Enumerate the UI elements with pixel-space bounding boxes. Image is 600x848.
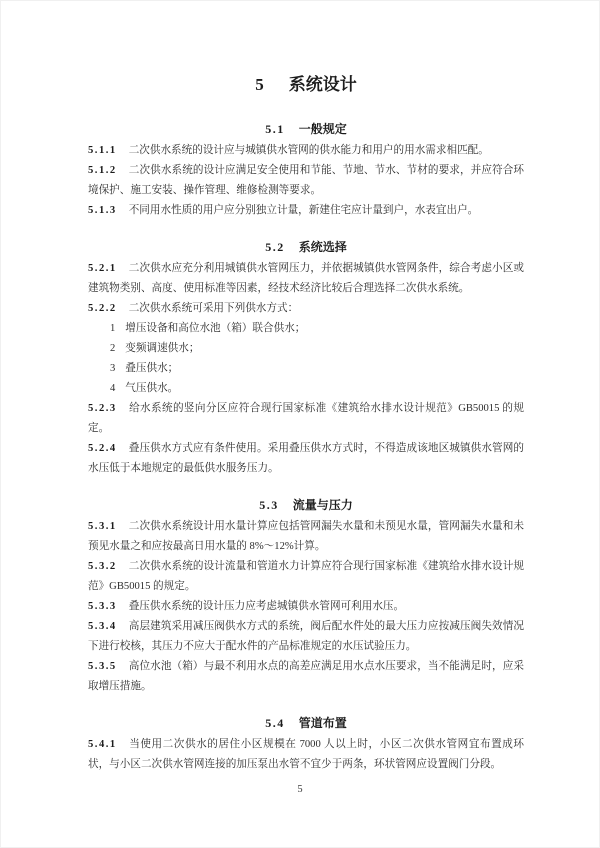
clause-paragraph bbox=[88, 557, 524, 597]
clause-paragraph bbox=[88, 299, 524, 319]
clause-paragraph bbox=[88, 399, 524, 439]
clause-text: 叠压供水系统的设计压力应考虑城镇供水管网可利用水压。 bbox=[128, 601, 405, 612]
section-title-text: 管道布置 bbox=[298, 716, 347, 730]
clause-number: 5.1.2 bbox=[88, 165, 117, 176]
section-number: 5.2 bbox=[265, 240, 285, 254]
clause-block bbox=[88, 399, 524, 439]
clause-text: 二次供水系统的设计流量和管道水力计算应符合现行国家标准《建筑给水排水设计规范》GB50015 的规定。 bbox=[88, 561, 524, 592]
clause-text: 叠压供水方式应有条件使用。采用叠压供水方式时，不得造成该地区城镇供水管网的水压低于本地规定的最低供水服务压力。 bbox=[88, 443, 524, 474]
list-item-text: 叠压供水； bbox=[125, 363, 179, 374]
section-body bbox=[88, 735, 524, 775]
clause-block bbox=[88, 439, 524, 479]
clause-block bbox=[88, 161, 524, 201]
chapter-title bbox=[88, 73, 524, 97]
clause-number: 5.3.4 bbox=[88, 621, 117, 632]
section-body bbox=[88, 259, 524, 479]
clause-paragraph bbox=[88, 439, 524, 479]
clause-text: 二次供水系统可采用下列供水方式： bbox=[128, 303, 299, 314]
section bbox=[88, 713, 524, 775]
list-item bbox=[110, 319, 524, 339]
list-item-text: 变频调速供水； bbox=[125, 343, 200, 354]
list-item bbox=[110, 339, 524, 359]
clause-block bbox=[88, 517, 524, 557]
list-item bbox=[110, 379, 524, 399]
clause-paragraph bbox=[88, 597, 524, 617]
section-number: 5.1 bbox=[265, 122, 285, 136]
section-title-text: 系统选择 bbox=[298, 240, 347, 254]
chapter-number: 5 bbox=[255, 75, 265, 94]
clause-block bbox=[88, 201, 524, 221]
clause-text: 二次供水应充分利用城镇供水管网压力，并依据城镇供水管网条件，综合考虑小区或建筑物类别、高度、使用标准等因素，经技术经济比较后合理选择二次供水系统。 bbox=[88, 263, 524, 294]
clause-paragraph bbox=[88, 517, 524, 557]
clause-text: 当使用二次供水的居住小区规模在 7000 人以上时，小区二次供水管网宜布置成环状，与小区二次供水管网连接的加压泵出水管不宜少于两条，环状管网应设置阀门分段。 bbox=[88, 739, 524, 770]
clause-block bbox=[88, 657, 524, 697]
clause-paragraph bbox=[88, 201, 524, 221]
clause-text: 二次供水系统的设计应满足安全使用和节能、节地、节水、节材的要求，并应符合环境保护、施工安装、操作管理、维修检测等要求。 bbox=[88, 165, 524, 196]
section-heading bbox=[88, 713, 524, 733]
clause-text: 高层建筑采用减压阀供水方式的系统，阀后配水件处的最大压力应按减压阀失效情况下进行校核，其压力不应大于配水件的产品标准规定的水压试验压力。 bbox=[88, 621, 524, 652]
sections-container bbox=[88, 119, 524, 775]
clause-paragraph bbox=[88, 259, 524, 299]
clause-block bbox=[88, 557, 524, 597]
clause-block bbox=[88, 299, 524, 399]
clause-block bbox=[88, 617, 524, 657]
clause-block bbox=[88, 141, 524, 161]
section bbox=[88, 237, 524, 479]
section-title-text: 流量与压力 bbox=[292, 498, 353, 512]
clause-number: 5.1.1 bbox=[88, 145, 117, 156]
list-item bbox=[110, 359, 524, 379]
chapter-title-text: 系统设计 bbox=[288, 75, 357, 94]
clause-number: 5.3.2 bbox=[88, 561, 117, 572]
clause-paragraph bbox=[88, 657, 524, 697]
clause-text: 高位水池（箱）与最不利用水点的高差应满足用水点水压要求，当不能满足时，应采取增压措施。 bbox=[88, 661, 524, 692]
clause-number: 5.2.1 bbox=[88, 263, 117, 274]
clause-block bbox=[88, 259, 524, 299]
clause-text: 二次供水系统设计用水量计算应包括管网漏失水量和未预见水量，管网漏失水量和未预见水量之和应按最高日用水量的 8%～12%计算。 bbox=[88, 521, 524, 552]
list-item-number: 2 bbox=[110, 343, 116, 354]
clause-text: 不同用水性质的用户应分别独立计量，新建住宅应计量到户，水表宜出户。 bbox=[128, 205, 479, 216]
clause-paragraph bbox=[88, 161, 524, 201]
list-item-number: 4 bbox=[110, 383, 116, 394]
section-number: 5.4 bbox=[265, 716, 285, 730]
clause-number: 5.2.3 bbox=[88, 403, 117, 414]
list-item-text: 气压供水。 bbox=[125, 383, 179, 394]
list-item-text: 增压设备和高位水池（箱）联合供水； bbox=[125, 323, 306, 334]
section bbox=[88, 119, 524, 221]
section bbox=[88, 495, 524, 697]
clause-text: 二次供水系统的设计应与城镇供水管网的供水能力和用户的用水需求相匹配。 bbox=[128, 145, 489, 156]
clause-block bbox=[88, 735, 524, 775]
supply-modes-list bbox=[88, 319, 524, 399]
clause-paragraph bbox=[88, 617, 524, 657]
clause-number: 5.4.1 bbox=[88, 739, 117, 750]
clause-text: 给水系统的竖向分区应符合现行国家标准《建筑给水排水设计规范》GB50015 的规定。 bbox=[88, 403, 524, 434]
clause-block bbox=[88, 597, 524, 617]
list-item-number: 1 bbox=[110, 323, 116, 334]
clause-paragraph bbox=[88, 141, 524, 161]
page-number: 5 bbox=[297, 784, 303, 795]
clause-number: 5.3.3 bbox=[88, 601, 117, 612]
section-heading bbox=[88, 495, 524, 515]
clause-number: 5.3.1 bbox=[88, 521, 117, 532]
clause-paragraph bbox=[88, 735, 524, 775]
section-title-text: 一般规定 bbox=[298, 122, 347, 136]
section-heading bbox=[88, 119, 524, 139]
section-body bbox=[88, 141, 524, 221]
section-number: 5.3 bbox=[259, 498, 279, 512]
clause-number: 5.2.2 bbox=[88, 303, 117, 314]
section-heading bbox=[88, 237, 524, 257]
section-body bbox=[88, 517, 524, 697]
clause-number: 5.1.3 bbox=[88, 205, 117, 216]
clause-number: 5.3.5 bbox=[88, 661, 117, 672]
clause-number: 5.2.4 bbox=[88, 443, 117, 454]
list-item-number: 3 bbox=[110, 363, 116, 374]
